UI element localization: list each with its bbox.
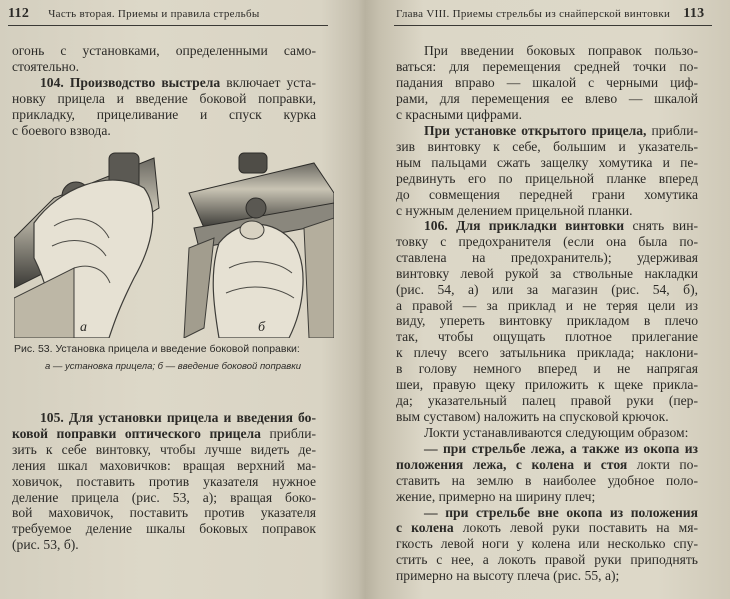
text-line <box>12 410 316 426</box>
figure-caption-text: Рис. 53. Установка прицела и введение боковой поправки: <box>14 343 300 355</box>
text-line: огонь с установками, определенными само- <box>12 43 316 58</box>
text-line: новку прицела и введение боковой поправки, <box>12 90 316 106</box>
right-running-head: Глава VIII. Приемы стрельбы из снайперской винтовки <box>396 8 671 20</box>
section-106-heading: 106. Для прикладки винтовки <box>424 218 625 233</box>
text-line: вым суставом) наложить на спусковой крючок. <box>396 408 669 424</box>
text-line: рами, для перемещения ее влево — шкалой <box>396 90 698 106</box>
text-line: с красными цифрами. <box>396 106 523 122</box>
text-line: положения лежа, с колена и стоя локти по- <box>396 456 698 472</box>
text-line: ваться: для перемещения средней точки по- <box>396 58 698 74</box>
section-105-heading: 105. Для установки прицела и введения бо- <box>40 410 316 425</box>
text-line: вой маховичок, поставить против указателя <box>12 505 316 521</box>
text-line: виду, упереть винтовку прикладом в плечо <box>396 313 698 329</box>
text-line: При установке открытого прицела, прибли- <box>424 123 698 138</box>
left-running-head: Часть вторая. Приемы и правила стрельбы <box>48 8 260 20</box>
text-line: винтовку левой рукой за ствольные накладки <box>396 265 698 281</box>
text-line: в голову немного вперед и не напрягая <box>396 361 698 377</box>
left-header-rule <box>8 25 328 26</box>
text-line: (рис. 53, б). <box>12 537 79 553</box>
text-line: жение, примерно на ширину плеч; <box>396 488 596 504</box>
text-line: так, чтобы ощущать плотное прилегание <box>396 329 698 345</box>
text-line: да; указательный палец правой руки (пер- <box>396 392 698 408</box>
figure-label-b: б <box>258 320 266 335</box>
text-line: с нужным делением прицельной планки. <box>396 202 633 218</box>
right-paragraph-2 <box>396 123 698 218</box>
open-sight-heading: При установке открытого прицела, <box>424 123 647 138</box>
section-104-heading: Производство выстрела <box>69 75 221 90</box>
text-line: падания вправо — шкалой с черными циф- <box>396 74 698 90</box>
text-line: ления шкал маховичков: вращая верхний ма- <box>12 457 316 473</box>
right-header-rule <box>394 25 712 26</box>
text-line: товку с предохранителя (если она была по- <box>396 233 698 249</box>
text-line: стить с нее, а локоть правой руки приподнять <box>396 552 698 568</box>
section-104-number: 104. <box>40 75 64 90</box>
text-line: ставлена на предохранитель); удерживая <box>396 249 698 265</box>
figure-53 <box>14 148 334 338</box>
text-line: зив винтовку к себе, большим и указатель- <box>396 138 698 154</box>
elbows-section <box>396 425 698 584</box>
text-line: 106. Для прикладки винтовки снять вин- <box>424 218 698 233</box>
left-top-paragraph <box>12 43 316 75</box>
text-line: с колена локоть левой руки поставить на мя- <box>396 520 698 536</box>
text-line: деление прицела (рис. 53, а); вращая боко- <box>12 489 316 505</box>
left-page <box>0 0 362 599</box>
text-line: ховичок, поставить против указателя нужное <box>12 473 316 489</box>
text-line: с боевого взвода. <box>12 122 111 138</box>
text-line: гкость левой ноги у колена или несколько спу- <box>396 536 698 552</box>
text-line: (рис. 54, а) или за магазин (рис. 54, б), <box>396 281 698 297</box>
text-line: прикладку, прицеливание и спуск курка <box>12 106 316 122</box>
text-line: ковой поправки оптического прицела прибли- <box>12 425 316 441</box>
text-line: Локти устанавливаются следующим образом: <box>424 425 689 440</box>
text-line: до совмещения передней грани хомутика <box>396 186 698 202</box>
text-line: ным пальцами сжать защелку хомутика и пе- <box>396 154 698 170</box>
text-line: а правой — за приклад и не теряя цели из <box>396 297 698 313</box>
text-line: зить к себе винтовку, чтобы лучше видеть де- <box>12 441 316 457</box>
figure-caption-subtitle: а — установка прицела; б — введение боковой поправки <box>44 361 301 372</box>
right-page <box>366 0 730 599</box>
text-line: редвинуть его по прицельной планке вперед <box>396 170 698 186</box>
text-line: примерно на высоту плеча (рис. 55, а); <box>396 568 620 584</box>
text-line: стоятельно. <box>12 58 80 74</box>
text-line: — при стрельбе вне окопа из положения <box>424 504 698 520</box>
text-line: При введении боковых поправок пользо- <box>424 43 698 58</box>
text-line: к плечу всего затыльника приклада; наклони- <box>396 345 698 361</box>
section-104 <box>12 75 316 139</box>
figure-53-illustration <box>14 148 334 338</box>
section-106 <box>396 218 698 425</box>
right-paragraph-1 <box>396 43 698 123</box>
left-page-number: 112 <box>8 6 30 21</box>
right-running-header <box>396 6 704 22</box>
text-line: шеи, правую щеку приложить к щеке прикла- <box>396 377 698 393</box>
text-line: 104. Производство выстрела включает уста- <box>40 75 316 90</box>
figure-a-drawing <box>14 153 159 338</box>
text-line: требуемое деление шкалы боковых поправок <box>12 521 316 537</box>
text-line: — при стрельбе лежа, а также из окопа из <box>424 440 698 456</box>
text-line: ставить на землю в наиболее удобное поло- <box>396 472 698 488</box>
figure-b-drawing <box>184 153 334 338</box>
right-page-number: 113 <box>683 6 705 21</box>
figure-label-a: а <box>80 320 87 335</box>
figure-53-caption <box>14 343 332 373</box>
section-105 <box>12 410 316 553</box>
left-running-header <box>8 6 260 22</box>
